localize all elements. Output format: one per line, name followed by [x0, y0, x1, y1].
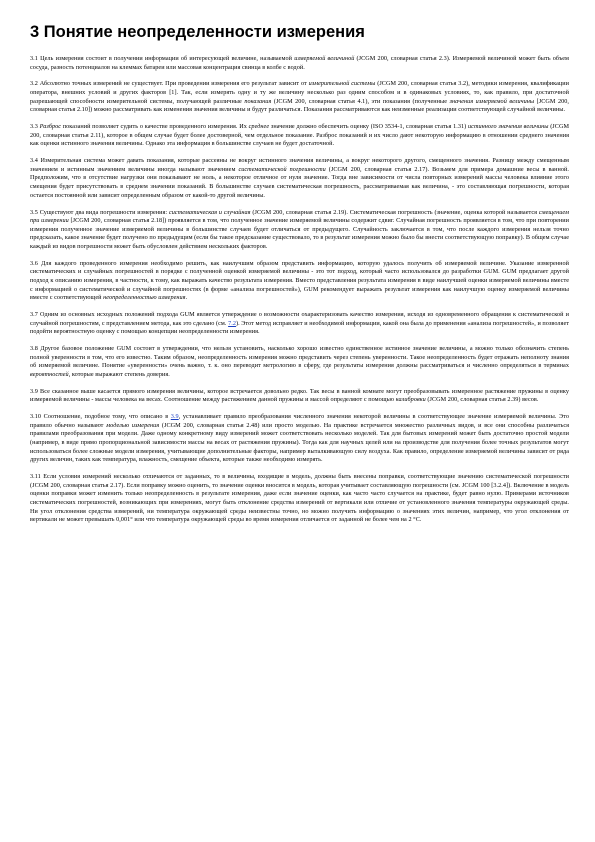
- paragraph-text: ). Этот метод исправляет и необходимой информации, какой она была до применения «анализа погрешностей», и позволяет подойти вероятностную оценку с помощью концепции неопределенности измерения.: [30, 319, 569, 336]
- paragraph: [30, 311, 569, 337]
- emphasized-term: вероятностей: [30, 370, 69, 378]
- document-body: [30, 55, 569, 525]
- paragraph: [30, 473, 569, 525]
- emphasized-term: измерительной системы: [308, 80, 376, 88]
- paragraph-text: 3.8 Другое базовое положение GUM состоит в утверждении, что нельзя установить, насколько хорошо известно единственное истинное значение величины, а можно только обозначить степень полной уверенности в том, что его известно. Таким образом, неопределенность измерения можно представить через степень уверенности. Такое неопределенность будет отражать неполноту знания об измеряемой величине. Понятие «уверенности» очень важно, т. к. оно переводит метрологию в сферу, где результаты измерения должны рассматриваться и численно определяться в терминах: [30, 345, 569, 370]
- emphasized-term: систематической погрешности: [238, 165, 326, 173]
- paragraph-text: 3.6 Для каждого проведенного измерения необходимо решить, как наилучшим образом представить информацию, которую удалось получить об измеряемой величине. Указание измеренной систематических и случайных погрешностей в порядке с полученной оценкой измеряемой величины - это тот подход, который часто использовался до разработки GUM. GUM предлагает другой подход к описанию измерения, в частности, к тому, как выражать качество результата измерения. Вместо представления результата измерения в виде наилучшей оценки измеряемой величины вместе с информацией о систематической и случайной погрешностях (в форме «анализа погрешностей»), GUM рекомендует выражать результат измерения как наилучшую оценку измеряемой величины вместе с соответствующей: [30, 259, 569, 302]
- paragraph-text: 3.2 Абсолютно точных измерений не существует. При проведении измерения его результат зависит от: [30, 80, 309, 88]
- paragraph: [30, 345, 569, 379]
- paragraph-text: [JCGM 200, словарная статья 2.10]) можно рассматривать как изменения значения величины и будут различаться. Показания рассматриваются как неизменные реализации соответствующей случайной величины.: [30, 97, 569, 114]
- emphasized-term: истинного значения величины: [468, 123, 549, 131]
- emphasized-term: среднее: [248, 123, 270, 131]
- paragraph-text: (JCGM 200, словарная статья 2.11), которое в общем случае будет более достоверной, чем отдельное показание. Разброс показаний и их число дают некоторую информацию в отношении среднего значения как оценки истинного значения величины. Однако эта информация в большинстве случаев не будет достаточной.: [30, 123, 570, 148]
- paragraph: [30, 80, 569, 114]
- paragraph-text: значение должно обеспечить оценку (ISO 3534-1, словарная статья 1.31): [269, 123, 468, 131]
- paragraph-text: (JCGM 200, словарная статья 2.48) или просто моделью. На практике встречается множество различных видов, и все они способны различаться правилами преобразования при модели. Даже одному конкретному виду измерений может соответствовать несколько моделей. Так для бытовых измерений может быть достаточно простой модели (например, в виде прямо пропорциональной зависимости массы на весах от растяжения пружины). Тогда как для научных целей или на производстве для получения более точных результатов могут использоваться более сложные модели измерения, учитывающие дополнительные факторы, например выталкивающую силу воздуха. Как правило, определение измеряемой величины зависит от ряда других величин, таких как температура, влажность, смещение объекта, которые также необходимо измерять.: [30, 421, 570, 464]
- paragraph-text: 3.9 Все сказанное выше касается прямого измерения величины, которое встречается довольно редко. Так весы в ванной комнате могут преобразовывать измеренное растяжение пружины в оценку измеряемой величины - массы человека на весах. Соотношение между растяжением данной пружины и массой определяют с помощью: [30, 387, 569, 404]
- paragraph-text: (JCGM 200, словарная статья 4.1), эти показания (полученные: [271, 97, 450, 105]
- paragraph-text: , которые выражают степень доверия.: [68, 370, 170, 378]
- paragraph-text: 3.5 Существуют два вида погрешности измерения:: [30, 208, 169, 216]
- paragraph-text: 3.4 Измерительная система может давать показания, которые рассеяны не вокруг истинного значения величины, а вокруг некоторого другого, смещенного значения. Разницу между смещенным значением и истинным значением величины иногда называют значением: [30, 157, 569, 173]
- section-title: 3 Понятие неопределенности измерения: [30, 23, 365, 41]
- paragraph: [30, 388, 569, 405]
- paragraph: [30, 157, 569, 200]
- emphasized-term: неопределенностью измерения: [103, 294, 186, 302]
- emphasized-term: систематическая и случайная: [168, 208, 251, 216]
- emphasized-term: значения измеряемой величины: [449, 97, 535, 105]
- paragraph-text: (JCGM 200, словарная статья 2.19). Систематическая погрешность (значение, оценка которой называется: [250, 208, 539, 216]
- paragraph: [30, 260, 569, 303]
- paragraph-text: 3.11 Если условия измерений несколько отличаются от заданных, то в величины, входящие в модель, должны быть внесены поправки, соответствующие значению систематической погрешности (JCGM 200, словарная статья 2.17). Если поправку можно оценить, то значение оценки вносится в модель, которая учитывает составляющую погрешности (см. JCGM 100 [3.2.4]). Включение в модель оценки поправки может изменить только неопределенность в результате измерения, даже если значение оценки, как часто часто случается на практике, будет равно нулю. Примерами источников систематических погрешностей, возникающих при измерениях, могут быть отклонение средства измерений от вертикали или отличие от установленного значения температуры окружающей среды. Ни угол отклонения средства измерений, ни температура окружающей среды неизвестны точно, но можно получить информацию о значениях этих величин, например, что угол отклонения от вертикали не может превышать 0,001° или что температура окружающей среды во время измерения отличается от заданной не более чем на 2 °C.: [30, 473, 569, 524]
- emphasized-term: моделью измерения: [106, 421, 160, 429]
- paragraph-text: (JCGM 200, словарная статья 3.2), методики измерения, квалификации оператора, внешних условий и других факторов [1]. Так, если измерять одну и ту же величину несколько раз одним способом и в одинаковых условиях, то, как правило, при достаточной разрешающей способности измерительной системы, получающей различные: [30, 80, 570, 105]
- paragraph-text: 3.7 Одним из основных исходных положений подхода GUM является утверждение о возможности охарактеризовать качество измерения, исходя из одновременного обращения к систематической и случайной погрешностям, с представлением метода, как это сделано (см.: [30, 311, 569, 327]
- paragraph-text: 3.1 Цель измерения состоит в получении информации об интересующей величине, называемой: [30, 55, 295, 62]
- paragraph-text: .: [185, 294, 188, 302]
- paragraph-text: , устанавливает правило преобразования численного значения некоторой величины в соответствующее значение измеряемой величины. Это правило обычно называют: [30, 413, 569, 429]
- paragraph: [30, 123, 569, 149]
- emphasized-term: смещением при измерении: [30, 208, 570, 225]
- paragraph-text: (JCGM 200, словарная статья 2.17). Возьмем для примера домашние весы в ванной. Предположим, что в отсутствие нагрузки они показывают не ноль, а некоторое отличное от нуля значение. Тогда вне зависимости от числа повторных измерений массы человека влияние этого смещения будет присутствовать в среднем значении показаний. В большинстве случаев систематическая погрешность, рассматриваемая как величина, - это составляющая погрешности, которая остается постоянной или зависит определенным образом от какой-то другой величины.: [30, 165, 569, 199]
- paragraph-text: (JCGM 200, словарная статья 2.3). Измеряемой величиной может быть объем сосуда, разность потенциалов на клеммах батареи или массовая концентрация свинца в колбе с водой.: [30, 55, 569, 71]
- paragraph-text: показаний позволяет судить о качестве проведенного измерения. Их: [61, 123, 249, 131]
- cross-reference-link[interactable]: 3.9: [170, 413, 179, 421]
- paragraph-text: 3.10 Соотношение, подобное тому, что описано в: [30, 413, 171, 421]
- paragraph: [30, 209, 569, 252]
- paragraph-text: [JCGM 200, словарная статья 2.18]) проявляется в том, что полученное значение измеряемой величины содержит сдвиг. Случайная погрешность проявляется в том, что при повторении измерения полученное значение измеряемой величины в большинстве случаев будет отличаться от предыдущего. Случайность заключается в том, что после каждого измерения нельзя точно предсказать, какое значение будет получено по предыдущим (если бы такое предсказание существовало, то в результат измерения можно было бы внести соответствующую поправку). В общем случае каждый из видов погрешности может быть обусловлен действием нескольких факторов.: [30, 217, 570, 250]
- paragraph-text: 3.3: [30, 123, 40, 131]
- paragraph-text: (JCGM 200, словарная статья 2.39) весов.: [425, 396, 539, 404]
- paragraph: [30, 413, 569, 465]
- emphasized-term: Разброс: [39, 123, 62, 131]
- emphasized-term: измеряемой величиной: [294, 55, 355, 62]
- cross-reference-link[interactable]: 7.2: [228, 319, 236, 327]
- emphasized-term: показания: [244, 97, 272, 105]
- emphasized-term: калибровки: [395, 396, 426, 404]
- paragraph: [30, 55, 569, 72]
